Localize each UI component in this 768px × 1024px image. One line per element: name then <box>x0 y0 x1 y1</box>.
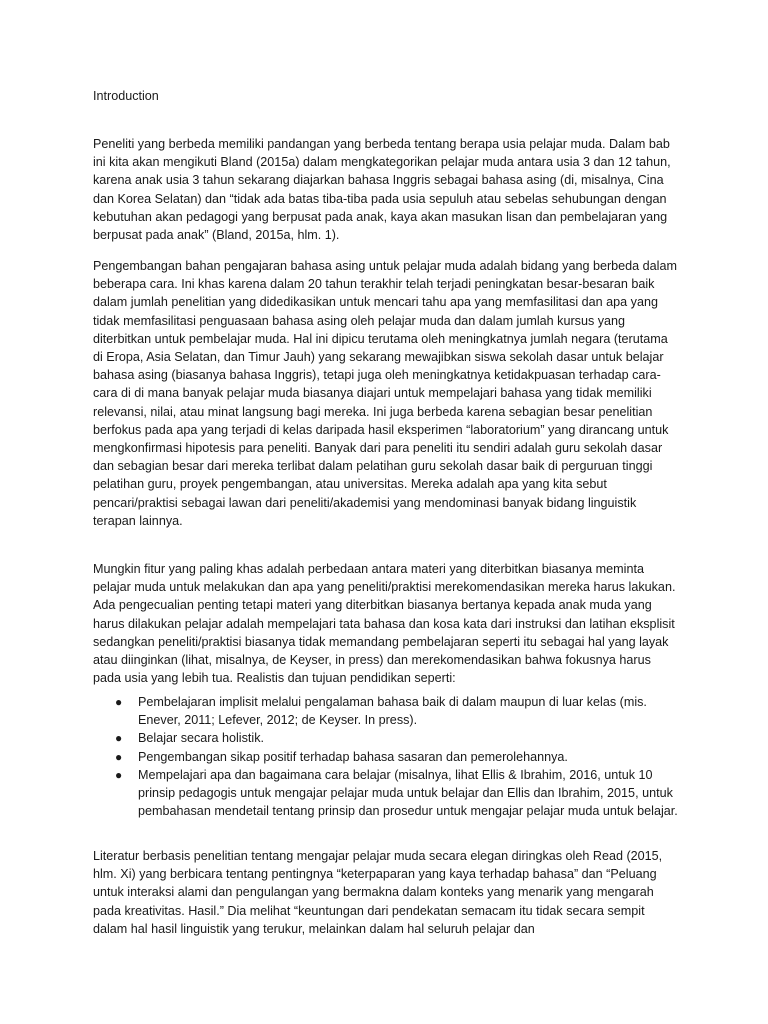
bullet-icon: ● <box>115 695 123 709</box>
paragraph-1: Peneliti yang berbeda memiliki pandangan yang berbeda tentang berapa usia pelajar muda. Dalam bab ini kita akan mengikuti Bland (2015a) dalam mengkategorikan pelajar muda antara usia 3 dan 12 tahun, karena anak usia 3 tahun sekarang diajarkan bahasa Inggris sebagai bahasa asing (di, misalnya, Cina dan Korea Selatan) dan “tidak ada batas tiba-tiba pada usia sepuluh atau sebelas sehubungan dengan kebutuhan akan pedagogi yang berpusat pada anak, kaya akan masukan lisan dan pembelajaran yang berpusat pada anak” (Bland, 2015a, hlm. 1). <box>93 137 671 243</box>
bullet-text: Belajar secara holistik. <box>138 731 264 746</box>
bullet-list <box>93 693 679 820</box>
paragraph-3: Mungkin fitur yang paling khas adalah perbedaan antara materi yang diterbitkan biasanya meminta pelajar muda untuk melakukan dan apa yang peneliti/praktisi merekomendasikan mereka harus lakukan. Ada pengecualian penting tetapi materi yang diterbitkan biasanya bertanya kepada anak muda yang harus dilakukan pelajar adalah mempelajari tata bahasa dan kosa kata dari instruksi dan latihan eksplisit sedangkan peneliti/praktisi biasanya tidak memandang pembelajaran seperti itu sebagai hal yang layak atau diinginkan (lihat, misalnya, de Keyser, in press) dan merekomendasikan bahwa fokusnya harus pada usia yang lebih tua. Realistis dan tujuan pendidikan seperti: <box>93 562 676 686</box>
paragraph-2: Pengembangan bahan pengajaran bahasa asing untuk pelajar muda adalah bidang yang berbeda dalam beberapa cara. Ini khas karena dalam 20 tahun terakhir telah terjadi peningkatan besar-besaran baik dalam jumlah penelitian yang didedikasikan untuk mencari tahu apa yang memfasilitasi dan apa yang tidak memfasilitasi penguasaan bahasa asing oleh pelajar muda dan dalam jumlah kursus yang diterbitkan untuk pembelajar muda. Hal ini dipicu terutama oleh meningkatnya jumlah negara (terutama di Eropa, Asia Selatan, dan Timur Jauh) yang sekarang mewajibkan siswa sekolah dasar untuk belajar bahasa asing (biasanya bahasa Inggris), tetapi juga oleh meningkatnya ketidakpuasan terhadap cara-cara di di mana banyak pelajar muda biasanya diajari untuk mempelajari bahasa yang tidak memiliki relevansi, nilai, atau minat langsung bagi mereka. Ini juga berbeda karena sebagian besar penelitian berfokus pada apa yang terjadi di kelas daripada hasil eksperimen “laboratorium” yang dirancang untuk mengkonfirmasi hipotesis para peneliti. Banyak dari para peneliti itu sendiri adalah guru sekolah dasar dan sebagian besar dari mereka terlibat dalam pelatihan guru sekolah dasar baik di perguruan tinggi pelatihan guru, proyek pengembangan, atau universitas. Mereka adalah apa yang kita sebut pencari/praktisi sebagai lawan dari peneliti/akademisi yang mendominasi banyak bidang linguistik terapan lainnya. <box>93 259 677 528</box>
bullet-item-1 <box>93 693 679 729</box>
bullet-icon: ● <box>115 767 123 782</box>
bullet-item-4 <box>93 766 679 821</box>
bullet-text: Pengembangan sikap positif terhadap bahasa sasaran dan pemerolehannya. <box>138 749 568 764</box>
bullet-item-3 <box>93 748 679 766</box>
bullet-icon: ● <box>115 749 123 764</box>
bullet-text: Pembelajaran implisit melalui pengalaman bahasa baik di dalam maupun di luar kelas (mis. Enever, 2011; Lefever, 2012; de Keyser. In press). <box>138 695 647 728</box>
bullet-item-2 <box>93 729 679 747</box>
bullet-icon: ● <box>115 731 123 746</box>
paragraph-4: Literatur berbasis penelitian tentang mengajar pelajar muda secara elegan diringkas oleh Read (2015, hlm. Xi) yang berbicara tentang pentingnya “keterpaparan yang kaya terhadap bahasa” dan “Peluang untuk interaksi alami dan pengulangan yang bermakna dalam konteks yang menarik yang mengarah pada kreativitas. Hasil.” Dia melihat “keuntungan dari pendekatan semacam itu tidak secara sempit dalam hal hasil linguistik yang terukur, melainkan dalam hal seluruh pelajar dan <box>93 849 663 936</box>
document-heading: Introduction <box>93 89 159 103</box>
bullet-text: Mempelajari apa dan bagaimana cara belajar (misalnya, lihat Ellis & Ibrahim, 2016, untuk 10 prinsip pedagogis untuk mengajar pelajar muda untuk belajar dan Ellis dan Ibrahim, 2015, untuk pembahasan mendetail tentang prinsip dan prosedur untuk mengajar pelajar muda untuk belajar. <box>138 767 678 819</box>
